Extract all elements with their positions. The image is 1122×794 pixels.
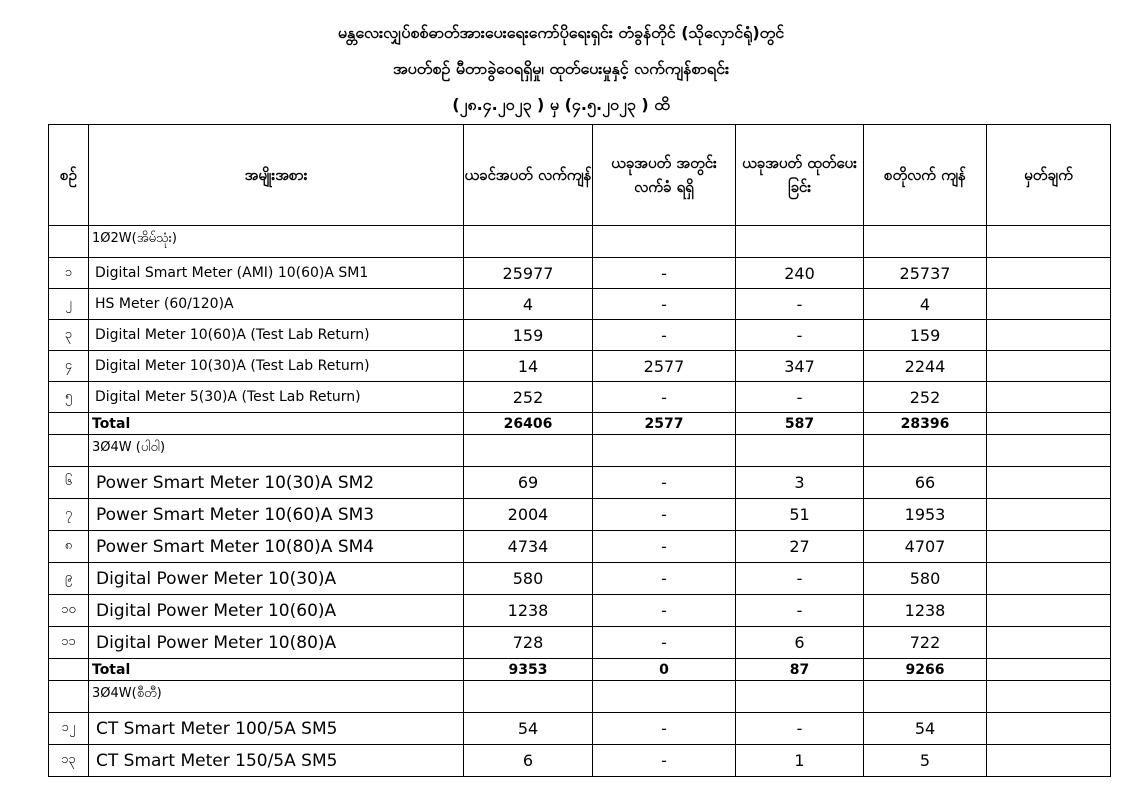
total-previous-balance: 9353 bbox=[464, 659, 593, 681]
row-remark bbox=[987, 320, 1111, 351]
row-previous-balance: 159 bbox=[464, 320, 593, 351]
section-header-row bbox=[49, 681, 1111, 713]
row-remark bbox=[987, 467, 1111, 499]
row-no: ၁၃ bbox=[49, 745, 89, 777]
row-remark bbox=[987, 595, 1111, 627]
row-previous-balance: 25977 bbox=[464, 258, 593, 289]
table-cell bbox=[593, 435, 736, 467]
header-issued: ယခုအပတ် ထုတ်ပေးခြင်း bbox=[736, 125, 864, 226]
table-cell bbox=[464, 226, 593, 258]
row-remark bbox=[987, 289, 1111, 320]
row-balance: 159 bbox=[864, 320, 987, 351]
row-no: ၆ bbox=[49, 467, 89, 499]
total-row bbox=[49, 659, 1111, 681]
row-previous-balance: 14 bbox=[464, 351, 593, 382]
row-issued: - bbox=[736, 289, 864, 320]
row-no: ၉ bbox=[49, 563, 89, 595]
table-cell bbox=[987, 681, 1111, 713]
row-no: ၇ bbox=[49, 499, 89, 531]
row-balance: 722 bbox=[864, 627, 987, 659]
row-issued: 347 bbox=[736, 351, 864, 382]
row-description: HS Meter (60/120)A bbox=[89, 289, 464, 320]
row-issued: 3 bbox=[736, 467, 864, 499]
row-issued: - bbox=[736, 595, 864, 627]
document-title: မန္တလေးလျှပ်စစ်ဓာတ်အားပေးရေးကော်ပိုရေးရှင်း တံခွန်တိုင် (သိုလှောင်ရုံ)တွင် bbox=[337, 23, 785, 42]
table-cell bbox=[49, 413, 89, 435]
total-label: Total bbox=[89, 659, 464, 681]
section-header-row bbox=[49, 226, 1111, 258]
table-cell bbox=[464, 435, 593, 467]
table-cell bbox=[736, 681, 864, 713]
row-issued: - bbox=[736, 382, 864, 413]
table-cell bbox=[987, 413, 1111, 435]
row-received: - bbox=[593, 289, 736, 320]
header-row bbox=[49, 125, 1111, 226]
table-cell bbox=[736, 226, 864, 258]
header-type: အမျိုးအစား bbox=[89, 125, 464, 226]
row-no: ၁၀ bbox=[49, 595, 89, 627]
total-label: Total bbox=[89, 413, 464, 435]
row-issued: 240 bbox=[736, 258, 864, 289]
table-cell bbox=[464, 681, 593, 713]
row-received: - bbox=[593, 563, 736, 595]
row-description: Power Smart Meter 10(80)A SM4 bbox=[89, 531, 464, 563]
total-issued: 587 bbox=[736, 413, 864, 435]
row-previous-balance: 4 bbox=[464, 289, 593, 320]
row-balance: 252 bbox=[864, 382, 987, 413]
table-row bbox=[49, 289, 1111, 320]
row-previous-balance: 4734 bbox=[464, 531, 593, 563]
table-row bbox=[49, 595, 1111, 627]
row-description: CT Smart Meter 150/5A SM5 bbox=[89, 745, 464, 777]
table-row bbox=[49, 467, 1111, 499]
table-cell bbox=[593, 226, 736, 258]
table-row bbox=[49, 745, 1111, 777]
row-balance: 5 bbox=[864, 745, 987, 777]
table-cell bbox=[49, 435, 89, 467]
row-remark bbox=[987, 258, 1111, 289]
row-previous-balance: 580 bbox=[464, 563, 593, 595]
row-previous-balance: 1238 bbox=[464, 595, 593, 627]
section-title: 3Ø4W (ပါဝါ) bbox=[89, 435, 464, 467]
table-cell bbox=[49, 226, 89, 258]
row-description: Digital Meter 10(60)A (Test Lab Return) bbox=[89, 320, 464, 351]
row-balance: 4707 bbox=[864, 531, 987, 563]
table-row bbox=[49, 713, 1111, 745]
table-row bbox=[49, 627, 1111, 659]
table-cell bbox=[593, 681, 736, 713]
row-previous-balance: 252 bbox=[464, 382, 593, 413]
row-issued: - bbox=[736, 320, 864, 351]
row-description: Power Smart Meter 10(60)A SM3 bbox=[89, 499, 464, 531]
table-row bbox=[49, 531, 1111, 563]
row-remark bbox=[987, 382, 1111, 413]
row-no: ၂ bbox=[49, 289, 89, 320]
table-cell bbox=[864, 681, 987, 713]
row-no: ၅ bbox=[49, 382, 89, 413]
row-remark bbox=[987, 745, 1111, 777]
total-balance: 28396 bbox=[864, 413, 987, 435]
row-remark bbox=[987, 563, 1111, 595]
table-cell bbox=[987, 226, 1111, 258]
row-issued: 51 bbox=[736, 499, 864, 531]
row-no: ၁ bbox=[49, 258, 89, 289]
row-balance: 25737 bbox=[864, 258, 987, 289]
row-description: CT Smart Meter 100/5A SM5 bbox=[89, 713, 464, 745]
table-row bbox=[49, 320, 1111, 351]
header-no: စဉ် bbox=[49, 125, 89, 226]
date-range: (၂၈.၄.၂၀၂၃ ) မှ (၄.၅.၂၀၂၃ ) ထိ bbox=[452, 95, 670, 114]
table-cell bbox=[864, 226, 987, 258]
row-no: ၁၂ bbox=[49, 713, 89, 745]
row-no: ၈ bbox=[49, 531, 89, 563]
row-balance: 54 bbox=[864, 713, 987, 745]
row-balance: 580 bbox=[864, 563, 987, 595]
row-balance: 4 bbox=[864, 289, 987, 320]
row-received: - bbox=[593, 499, 736, 531]
row-received: - bbox=[593, 713, 736, 745]
row-no: ၄ bbox=[49, 351, 89, 382]
row-description: Digital Smart Meter (AMI) 10(60)A SM1 bbox=[89, 258, 464, 289]
total-row bbox=[49, 413, 1111, 435]
row-balance: 1953 bbox=[864, 499, 987, 531]
table-row bbox=[49, 258, 1111, 289]
inventory-table bbox=[48, 124, 1111, 777]
row-issued: - bbox=[736, 713, 864, 745]
row-received: - bbox=[593, 531, 736, 563]
row-received: - bbox=[593, 467, 736, 499]
table-row bbox=[49, 382, 1111, 413]
total-balance: 9266 bbox=[864, 659, 987, 681]
row-previous-balance: 69 bbox=[464, 467, 593, 499]
row-remark bbox=[987, 713, 1111, 745]
total-received: 0 bbox=[593, 659, 736, 681]
total-previous-balance: 26406 bbox=[464, 413, 593, 435]
table-cell bbox=[736, 435, 864, 467]
row-remark bbox=[987, 351, 1111, 382]
row-remark bbox=[987, 499, 1111, 531]
row-remark bbox=[987, 627, 1111, 659]
header-received: ယခုအပတ် အတွင်းလက်ခံ ရရှိ bbox=[593, 125, 736, 226]
row-issued: 27 bbox=[736, 531, 864, 563]
row-remark bbox=[987, 531, 1111, 563]
row-received: - bbox=[593, 627, 736, 659]
row-issued: - bbox=[736, 563, 864, 595]
row-received: - bbox=[593, 320, 736, 351]
row-received: - bbox=[593, 258, 736, 289]
row-description: Digital Power Meter 10(30)A bbox=[89, 563, 464, 595]
row-description: Digital Meter 5(30)A (Test Lab Return) bbox=[89, 382, 464, 413]
row-description: Digital Power Meter 10(80)A bbox=[89, 627, 464, 659]
section-title: 3Ø4W(စီတီ) bbox=[89, 681, 464, 713]
header-store-balance: စတိုလက် ကျန် bbox=[864, 125, 987, 226]
row-issued: 6 bbox=[736, 627, 864, 659]
table-cell bbox=[987, 659, 1111, 681]
row-previous-balance: 2004 bbox=[464, 499, 593, 531]
section-header-row bbox=[49, 435, 1111, 467]
row-description: Digital Power Meter 10(60)A bbox=[89, 595, 464, 627]
table-cell bbox=[49, 659, 89, 681]
header-previous-balance: ယခင်အပတ် လက်ကျန် bbox=[464, 125, 593, 226]
row-description: Digital Meter 10(30)A (Test Lab Return) bbox=[89, 351, 464, 382]
row-no: ၃ bbox=[49, 320, 89, 351]
row-received: - bbox=[593, 595, 736, 627]
table-row bbox=[49, 563, 1111, 595]
row-previous-balance: 54 bbox=[464, 713, 593, 745]
row-received: 2577 bbox=[593, 351, 736, 382]
total-issued: 87 bbox=[736, 659, 864, 681]
row-previous-balance: 6 bbox=[464, 745, 593, 777]
section-title: 1Ø2W(အိမ်သုံး) bbox=[89, 226, 464, 258]
row-previous-balance: 728 bbox=[464, 627, 593, 659]
row-issued: 1 bbox=[736, 745, 864, 777]
table-cell bbox=[987, 435, 1111, 467]
row-received: - bbox=[593, 382, 736, 413]
row-description: Power Smart Meter 10(30)A SM2 bbox=[89, 467, 464, 499]
header-remark: မှတ်ချက် bbox=[987, 125, 1111, 226]
row-balance: 66 bbox=[864, 467, 987, 499]
table-cell bbox=[49, 681, 89, 713]
row-balance: 2244 bbox=[864, 351, 987, 382]
row-balance: 1238 bbox=[864, 595, 987, 627]
total-received: 2577 bbox=[593, 413, 736, 435]
table-row bbox=[49, 351, 1111, 382]
document-subtitle: အပတ်စဉ် မီတာခွဲဝေရရှိမှု၊ ထုတ်ပေးမှုနှင့် လက်ကျန်စာရင်း bbox=[392, 59, 730, 78]
table-row bbox=[49, 499, 1111, 531]
row-received: - bbox=[593, 745, 736, 777]
row-no: ၁၁ bbox=[49, 627, 89, 659]
table-cell bbox=[864, 435, 987, 467]
